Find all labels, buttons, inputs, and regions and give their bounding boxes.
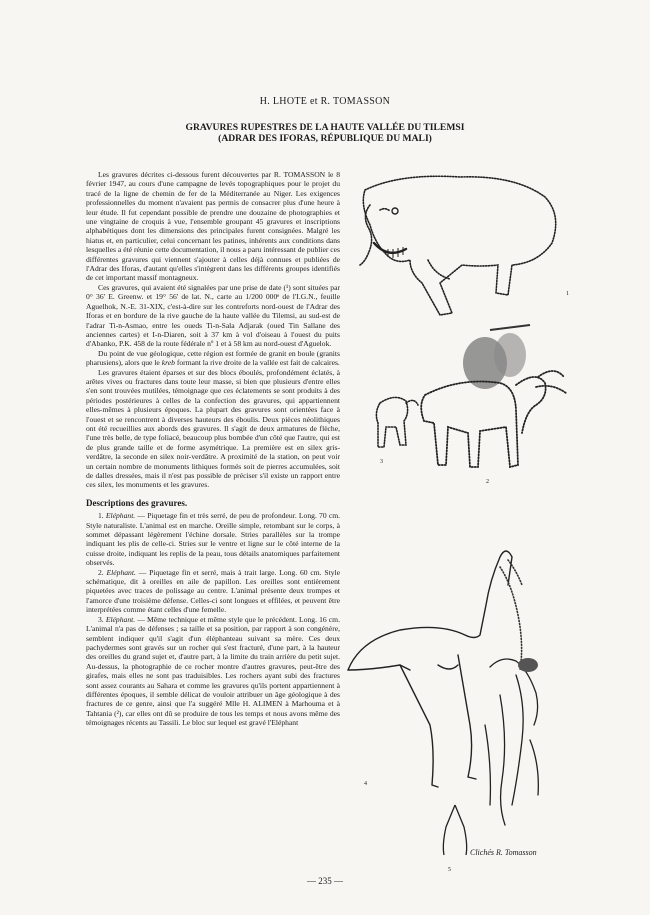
arrowhead-artefact	[443, 805, 466, 855]
d2-name: Eléphant.	[106, 567, 136, 577]
paragraph-site: Les gravures étaient éparses et sur des blocs éboulés, profondément éclatés, à arêtes vives ou fractures dans toute leur masse, si bien que plusieurs d'entre elles s'en sont trouvées mutilées, témoignage que ces éclatements se sont produits à des périodes postérieures à celles de la confection des gravures, qui appartiennent elles-mêmes à plusieurs époques. La plupart des gravures sont orientées face à l'ouest et se rencontrent à diverses hauteurs des éboulis. Deux pièces néolithiques ont été recueillies aux abords des gravures. Il s'agit de deux armatures de flèche, l'une très belle, de type foliacé, beaucoup plus bombée d'un côté que l'autre, qui est de plus grande taille et de forme asymétrique. La première est en silex gris-verdâtre, la seconde en silex noir-verdâtre. A proximité de la station, on peut voir un certain nombre de monuments lithiques formés soit de pierres accumulées, soit de dalles dressées, mais il n'est pas possible de préciser s'il existe un rapport entre ces silex, les monuments et les gravures.	[86, 367, 340, 490]
engravings-figure-column	[340, 165, 590, 885]
article-title	[0, 122, 650, 144]
d2-number: 2.	[98, 567, 107, 577]
paragraph-location: Ces gravures, qui avaient été signalées par une prise de date (¹) sont situées par 0° 36' E. Greenw. et 19° 56' de lat. N., carte au 1/200 000ᵉ de l'I.G.N., feuille Aguelhok, N.-E. 31-XIX, c'est-à-dire sur les contreforts nord-ouest de l'Adrar des Iforas et en bordure de la rive gauche de la haute vallée du Tilemsi, au sud-est de l'adrar Ti-n-Asmao, entre les oueds Ti-n-Sala Adjarak (oued Tin Sallane des anciennes cartes) et I-n-Diaren, soit à 37 km à vol d'oiseau à l'ouest du puits d'Abanko, P.K. 458 de la route fédérale nº 1 et à 58 km au nord-ouest d'Aguelok.	[86, 282, 340, 349]
title-line-1: GRAVURES RUPESTRES DE LA HAUTE VALLÉE DU TILEMSI	[185, 122, 465, 133]
elephant-1-eye	[392, 208, 398, 214]
figure-label-3: 3	[380, 459, 383, 465]
d3-number: 3.	[98, 614, 106, 624]
description-2	[86, 568, 340, 615]
figure-label-1: 1	[566, 291, 569, 297]
section-heading: Descriptions des gravures.	[86, 497, 188, 508]
description-3	[86, 615, 340, 728]
figure-label-4: 4	[364, 781, 367, 787]
d1-name: Eléphant.	[105, 511, 136, 521]
elephant-2-back-mark	[490, 325, 530, 330]
elephant-engraving-1	[360, 176, 556, 315]
paragraph-geology	[86, 349, 340, 368]
photo-credit-caption: Clichés R. Tomasson	[470, 848, 537, 857]
geology-text-start: Du point de vue géologique, cette région est formée de granit en boule (granits pharusiens), alors que le	[86, 348, 340, 368]
elephant-engraving-2	[376, 325, 566, 467]
title-line-2: (ADRAR DES IFORAS, RÉPUBLIQUE DU MALI)	[218, 133, 432, 144]
dotted-neck-engraving	[500, 560, 522, 670]
elephant-2-ear-back	[494, 333, 526, 377]
elephant-calf-engraving-3	[376, 397, 418, 447]
paragraph-intro: Les gravures décrites ci-dessous furent découvertes par R. TOMASSON le 8 février 1947, au cours d'une campagne de levés topographiques pour le projet du tracé de la ligne de chemin de fer de la Méditerranée au Niger. Les exigences professionnelles du moment n'avaient pas permis de consacrer plus d'une heure à leur étude. Il fut cependant possible de prendre une douzaine de photographies et une vingtaine de croquis à vue, l'ensemble groupant 45 gravures et inscriptions alphabétiques dont les dimensions des principales furent consignées. Malgré les hiatus et, en particulier, celui concernant les patines, inhérents aux conditions dans lesquelles a été réunie cette documentation, il nous a paru intéressant de publier ces différentes gravures qui viennent s'ajouter à celles déjà connues et publiées de l'Adrar des Iforas, d'autant qu'elles s'intègrent dans les différents groupes identifiés de cet important massif montagneux.	[86, 170, 340, 283]
authors-line: H. LHOTE et R. TOMASSON	[259, 96, 391, 107]
human-figure-engraving-5	[485, 659, 538, 825]
description-1	[86, 511, 340, 567]
figure-label-2: 2	[486, 479, 489, 485]
geology-text-end: formant la rive droite de la vallée est fait de calcaires.	[174, 358, 340, 368]
d3-text: — Même technique et même style que le précédent. Long. 16 cm. L'animal n'a pas de défenses ; sa taille et sa position, par rapport à son congénère, semblent indiquer qu'il s'agit d'un éléphanteau suivant sa mère. Ces deux pachydermes sont gravés sur un rocher qui s'est fracturé, d'une part, à la hauteur des oreilles du grand sujet et, d'autre part, à la limite du train arrière du petit sujet. Au-dessus, la photographie de ce rocher montre d'autres gravures, peut-être des girafes, mais elles ne sont pas traduisibles. Les rochers ayant subi des fractures sont assez courants au Sahara et comme les gravures qu'ils portent appartiennent à différentes époques, il semble délicat de vouloir attribuer un âge géologique à des fractures de ce genre, ainsi que l'a suggéré Mlle H. ALIMEN à Marhouma et à Tahtania (²), car elles ont dû se produire de tous les temps et nous avons même des témoignages récents au Tassili. Le bloc sur lequel est gravé l'Eléphant	[86, 614, 340, 728]
d1-text: — Piquetage fin et très serré, de peu de profondeur. Long. 70 cm. Style naturaliste. L'animal est en marche. Oreille simple, retombant sur le corps, à sommet dépassant légèrement l'échine dorsale. Stries parallèles sur la trompe indiquant les plis de celle-ci. Stries sur le ventre et ligne sur le côté interne de la cuisse droite, indiquant les replis de la peau, tous détails anatomiques parfaitement observés.	[86, 511, 340, 568]
page-number: — 235 —	[307, 876, 343, 886]
d3-name: Eléphant.	[105, 614, 136, 624]
body-text-column	[86, 170, 340, 728]
d1-number: 1.	[98, 511, 106, 521]
kreb-term: kreb	[161, 358, 175, 368]
figure-label-5: 5	[448, 867, 451, 873]
bird-engraving-4	[348, 551, 512, 787]
human-figure-head	[518, 658, 538, 672]
d2-text: — Piquetage fin et serré, mais à trait large. Long. 60 cm. Style schématique, dit à oreilles en aile de papillon. Les oreilles sont entièrement piquetées avec traces de polissage au centre. L'animal présente deux trompes et l'amorce d'une troisième défense. Celles-ci sont longues et effilées, et peuvent être interprétées comme étant celles d'une femelle.	[86, 567, 340, 615]
